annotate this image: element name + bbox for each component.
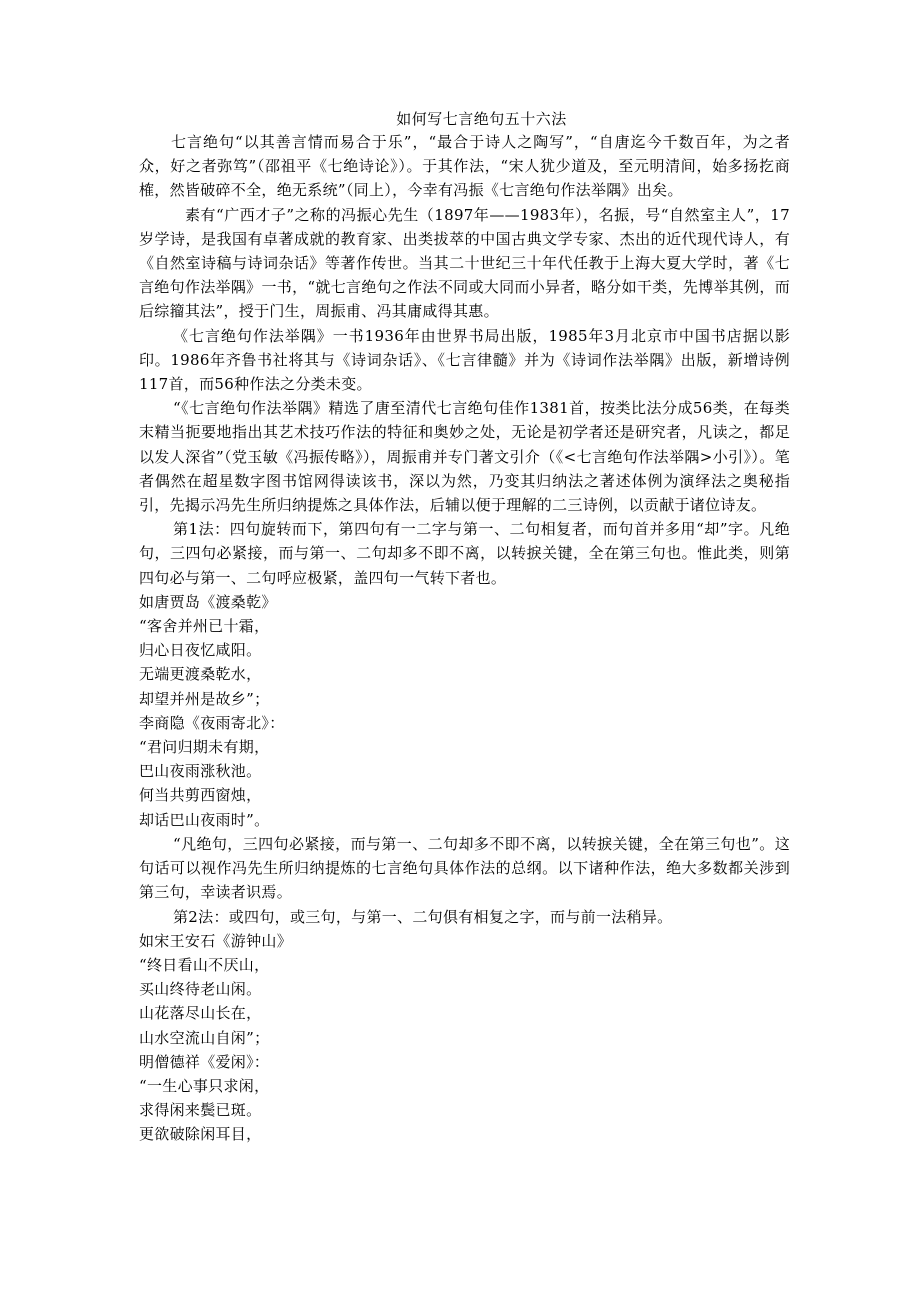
document-body bbox=[139, 108, 790, 1147]
poem-line: 无端更渡桑乾水， bbox=[139, 665, 262, 684]
poem-line: “一生心事只求闲， bbox=[139, 1076, 270, 1095]
paragraph-method-1-summary: “凡绝句，三四句必紧接，而与第一、二句却多不即不离，以转捩关键，全在第三句也”。这句话可以视作冯先生所归纳提炼的七言绝句具体作法的总纲。以下诸种作法，绝大多数都关涉到第三句，幸读者识焉。 bbox=[139, 834, 790, 902]
paragraph-method-2: 第2法：或四句，或三句，与第一、二句俱有相复之字，而与前一法稍异。 bbox=[173, 907, 673, 926]
paragraph-method-1: 第1法：四句旋转而下，第四句有一二字与第一、二句相复者，而句首并多用“却”字。凡绝句，三四句必紧接，而与第一、二句却多不即不离，以转捩关键，全在第三句也。惟此类，则第四句必与第一、二句呼应极紧，盖四句一气转下者也。 bbox=[139, 520, 790, 587]
poem-line: 买山终待老山闲。 bbox=[139, 980, 262, 999]
paragraph-book-review: “《七言绝句作法举隅》精选了唐至清代七言绝句佳作1381首，按类比法分成56类，在每类末精当扼要地指出其艺术技巧作法的特征和奥妙之处，无论是初学者还是研究者，凡读之，都足以发人深省”（党玉敏《冯振传略》），周振甫并专门著文引介（《<七言绝句作法举隅>小引》）。笔者偶然在超星数字图书馆网得读该书，深以为然，乃变其归纳法之著述体例为演绎法之奥秘指引，先揭示冯先生所归纳提炼之具体作法，后辅以便于理解的二三诗例，以贡献于诸位诗友。 bbox=[139, 399, 790, 515]
poem-line: “客舍并州已十霜， bbox=[139, 617, 270, 636]
poem-line: “君问归期未有期， bbox=[139, 738, 270, 757]
poem-line: 归心日夜忆咸阳。 bbox=[139, 641, 262, 660]
poem-line: “终日看山不厌山， bbox=[139, 955, 270, 974]
poem-line: 却话巴山夜雨时”。 bbox=[139, 810, 270, 829]
poem-line: 山花落尽山长在， bbox=[139, 1004, 262, 1023]
paragraph-feng-zhen-bio: 素有“广西才子”之称的冯振心先生（1897年——1983年），名振，号“自然室主人”，17岁学诗，是我国有卓著成就的教育家、出类拔萃的中国古典文学专家、杰出的近代现代诗人，有《自然室诗稿与诗词杂话》等著作传世。当其二十世纪三十年代任教于上海大夏大学时，著《七言绝句作法举隅》一书，“就七言绝句之作法不同或大同而小异者，略分如干类，先博举其例，而后综籀其法”，授于门生，周振甫、冯其庸咸得其惠。 bbox=[139, 205, 790, 321]
paragraph-intro: 七言绝句“以其善言情而易合于乐”，“最合于诗人之陶写”，“自唐迄今千数百年，为之者众，好之者弥笃”（邵祖平《七绝诗论》）。于其作法，“宋人犹少道及，至元明清间，始多扬扢商榷，然皆破碎不全，绝无系统”（同上），今幸有冯振《七言绝句作法举隅》出矣。 bbox=[139, 133, 790, 200]
poem-line: 更欲破除闲耳目， bbox=[139, 1125, 262, 1144]
poem-line: 李商隐《夜雨寄北》： bbox=[139, 713, 285, 732]
poem-line: 求得闲来鬓已斑。 bbox=[139, 1101, 262, 1120]
paragraph-publication-history: 《七言绝句作法举隅》一书1936年由世界书局出版，1985年3月北京市中国书店据以影印。1986年齐鲁书社将其与《诗词杂话》、《七言律髓》并为《诗词作法举隅》出版，新增诗例117首，而56种作法之分类未变。 bbox=[139, 326, 790, 394]
poem-line: 巴山夜雨涨秋池。 bbox=[139, 762, 262, 781]
document-title: 如何写七言绝句五十六法 bbox=[396, 110, 567, 128]
poem-line: 明僧德祥《爱闲》： bbox=[139, 1052, 270, 1071]
poem-line: 却望并州是故乡”； bbox=[139, 689, 270, 708]
poem-line: 山水空流山自闲”； bbox=[139, 1028, 270, 1047]
poem-line: 何当共剪西窗烛， bbox=[139, 786, 262, 805]
poem-line: 如宋王安石《游钟山》 bbox=[139, 931, 293, 950]
poem-line: 如唐贾岛《渡桑乾》 bbox=[139, 592, 277, 611]
